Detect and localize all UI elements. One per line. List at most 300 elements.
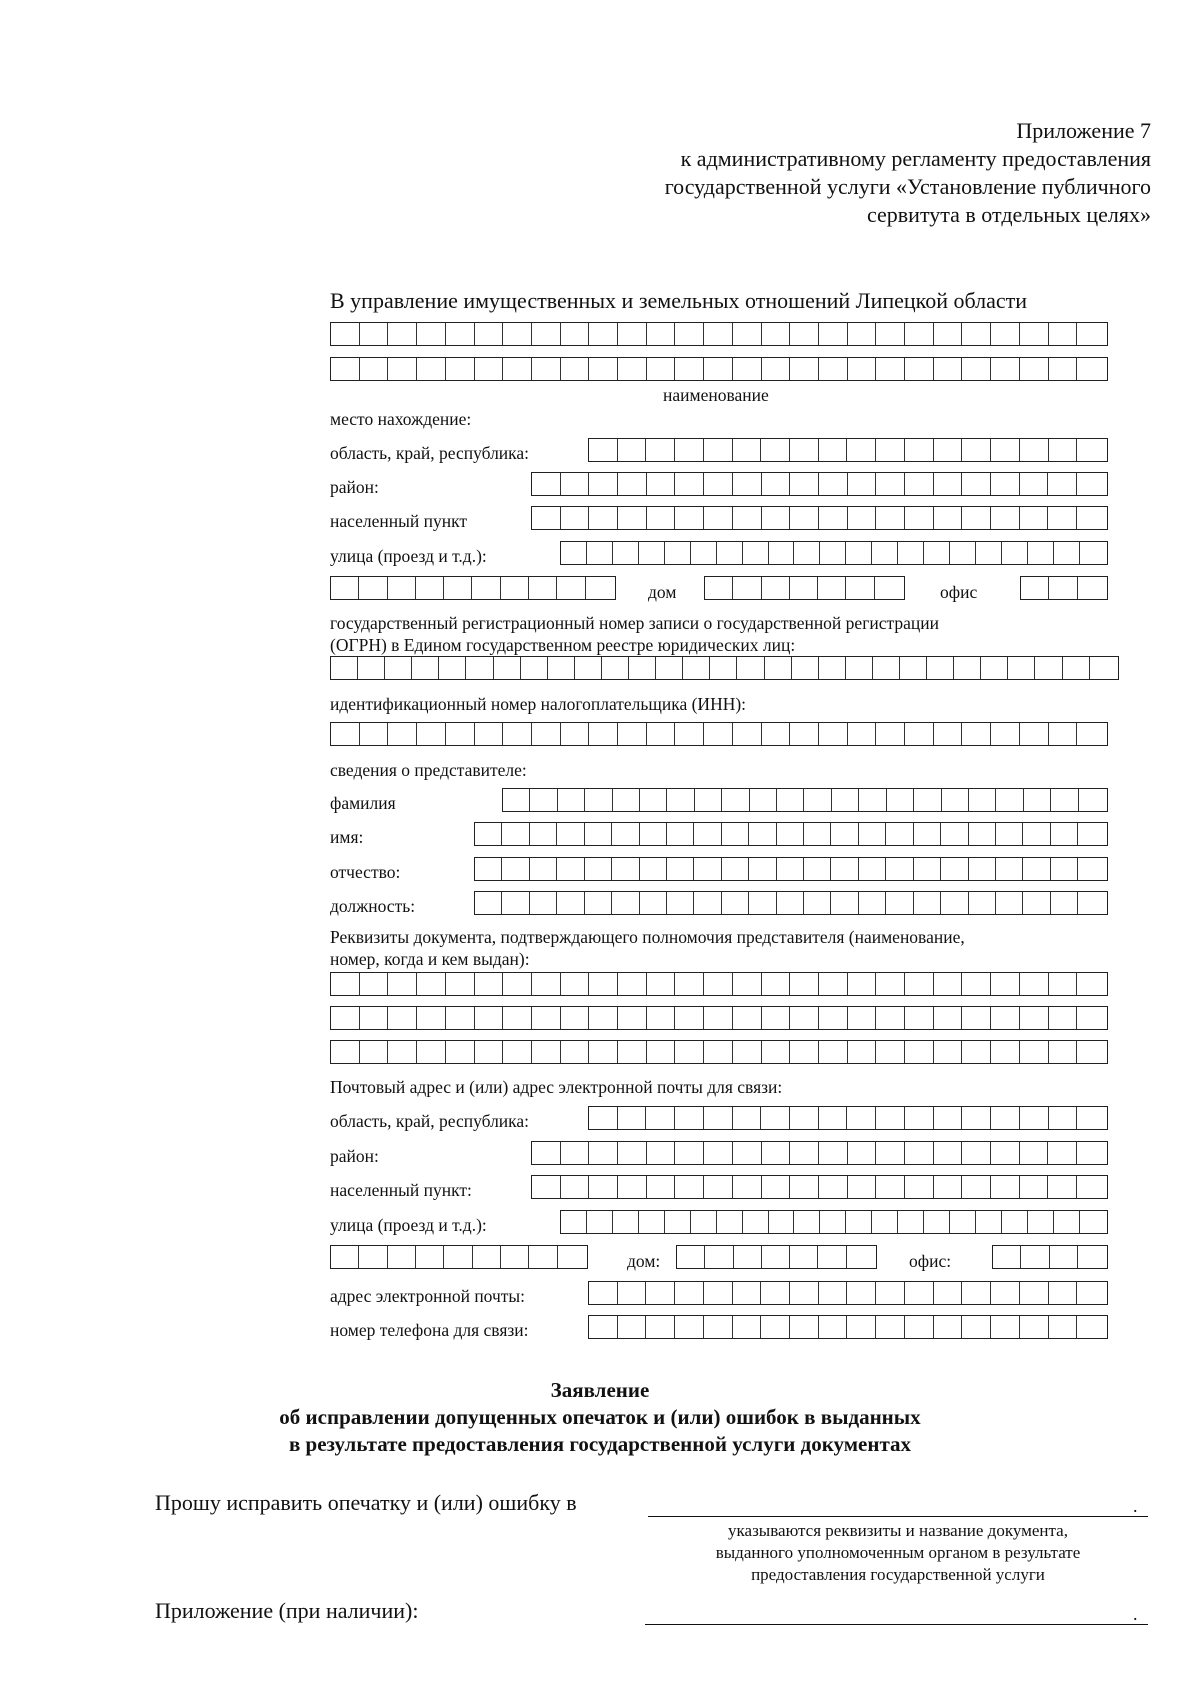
char-cell[interactable]: [790, 507, 819, 529]
char-cell[interactable]: [876, 1282, 905, 1304]
char-cell[interactable]: [646, 1316, 675, 1338]
char-cell[interactable]: [819, 1142, 848, 1164]
char-cell[interactable]: [704, 323, 733, 345]
char-cell[interactable]: [1077, 1142, 1106, 1164]
char-cell[interactable]: [704, 1142, 733, 1164]
char-cell[interactable]: [704, 358, 733, 380]
char-cell[interactable]: [762, 1176, 791, 1198]
char-cell[interactable]: [991, 358, 1020, 380]
char-cell[interactable]: [1077, 439, 1106, 461]
char-cell[interactable]: [613, 789, 640, 811]
char-cell[interactable]: [847, 439, 876, 461]
char-cell[interactable]: [905, 358, 934, 380]
char-cell[interactable]: [762, 1142, 791, 1164]
char-cell[interactable]: [1077, 1007, 1106, 1029]
document-details-line[interactable]: [648, 1516, 1148, 1517]
char-cell[interactable]: [360, 1007, 389, 1029]
char-cell[interactable]: [647, 723, 676, 745]
char-cell[interactable]: [388, 1041, 417, 1063]
char-cell[interactable]: [388, 973, 417, 995]
char-cell[interactable]: [704, 473, 733, 495]
char-cell[interactable]: [969, 858, 996, 880]
char-cell[interactable]: [876, 439, 905, 461]
char-cell[interactable]: [991, 1007, 1020, 1029]
char-cell[interactable]: [1048, 473, 1077, 495]
char-cell[interactable]: [991, 723, 1020, 745]
char-cell[interactable]: [618, 1176, 647, 1198]
char-cell[interactable]: [475, 723, 504, 745]
char-cell[interactable]: [905, 1107, 934, 1129]
char-cell[interactable]: [589, 973, 618, 995]
char-cell[interactable]: [777, 892, 804, 914]
char-cell[interactable]: [691, 542, 717, 564]
char-cell[interactable]: [790, 473, 819, 495]
char-cell[interactable]: [993, 1246, 1021, 1268]
char-cell[interactable]: [532, 1041, 561, 1063]
char-cell[interactable]: [804, 823, 831, 845]
char-cell[interactable]: [876, 323, 905, 345]
char-cell[interactable]: [761, 1282, 790, 1304]
char-cell[interactable]: [846, 577, 874, 599]
char-cell[interactable]: [905, 507, 934, 529]
char-cell[interactable]: [733, 439, 762, 461]
char-cell[interactable]: [905, 1007, 934, 1029]
char-cell[interactable]: [360, 973, 389, 995]
char-cell[interactable]: [439, 657, 466, 679]
char-cell[interactable]: [446, 323, 475, 345]
char-cell[interactable]: [503, 323, 532, 345]
char-cell[interactable]: [886, 823, 913, 845]
char-cell[interactable]: [561, 507, 590, 529]
char-cell[interactable]: [561, 1007, 590, 1029]
char-cell[interactable]: [675, 1041, 704, 1063]
char-cell[interactable]: [1078, 892, 1105, 914]
char-cell[interactable]: [934, 723, 963, 745]
email-field[interactable]: [588, 1281, 1108, 1305]
char-cell[interactable]: [412, 657, 439, 679]
char-cell[interactable]: [941, 892, 968, 914]
first-name-field[interactable]: [474, 822, 1108, 846]
char-cell[interactable]: [905, 323, 934, 345]
char-cell[interactable]: [876, 507, 905, 529]
char-cell[interactable]: [677, 1246, 705, 1268]
char-cell[interactable]: [991, 323, 1020, 345]
char-cell[interactable]: [557, 892, 584, 914]
char-cell[interactable]: [924, 1211, 950, 1233]
char-cell[interactable]: [502, 858, 529, 880]
char-cell[interactable]: [962, 507, 991, 529]
patronymic-field[interactable]: [474, 857, 1108, 881]
char-cell[interactable]: [733, 1007, 762, 1029]
char-cell[interactable]: [905, 1176, 934, 1198]
char-cell[interactable]: [790, 973, 819, 995]
char-cell[interactable]: [905, 1282, 934, 1304]
char-cell[interactable]: [589, 1282, 618, 1304]
char-cell[interactable]: [1051, 823, 1078, 845]
char-cell[interactable]: [331, 1007, 360, 1029]
char-cell[interactable]: [1028, 542, 1054, 564]
char-cell[interactable]: [761, 1316, 790, 1338]
char-cell[interactable]: [589, 1041, 618, 1063]
char-cell[interactable]: [444, 1246, 472, 1268]
postal-house-field[interactable]: [676, 1245, 877, 1269]
char-cell[interactable]: [737, 657, 764, 679]
char-cell[interactable]: [876, 973, 905, 995]
postal-street-field[interactable]: [560, 1210, 1108, 1234]
char-cell[interactable]: [876, 1041, 905, 1063]
char-cell[interactable]: [388, 358, 417, 380]
char-cell[interactable]: [1077, 723, 1106, 745]
char-cell[interactable]: [934, 473, 963, 495]
char-cell[interactable]: [934, 439, 963, 461]
char-cell[interactable]: [667, 789, 694, 811]
char-cell[interactable]: [417, 1007, 446, 1029]
char-cell[interactable]: [475, 358, 504, 380]
char-cell[interactable]: [749, 823, 776, 845]
char-cell[interactable]: [733, 577, 761, 599]
char-cell[interactable]: [557, 577, 585, 599]
char-cell[interactable]: [675, 1142, 704, 1164]
char-cell[interactable]: [1021, 1246, 1049, 1268]
char-cell[interactable]: [1021, 577, 1049, 599]
char-cell[interactable]: [589, 323, 618, 345]
char-cell[interactable]: [950, 1211, 976, 1233]
char-cell[interactable]: [532, 323, 561, 345]
char-cell[interactable]: [859, 823, 886, 845]
char-cell[interactable]: [934, 1041, 963, 1063]
char-cell[interactable]: [848, 723, 877, 745]
char-cell[interactable]: [647, 507, 676, 529]
char-cell[interactable]: [647, 1041, 676, 1063]
char-cell[interactable]: [875, 577, 903, 599]
char-cell[interactable]: [612, 858, 639, 880]
char-cell[interactable]: [1077, 1041, 1106, 1063]
char-cell[interactable]: [941, 858, 968, 880]
char-cell[interactable]: [887, 789, 914, 811]
char-cell[interactable]: [1078, 1246, 1106, 1268]
char-cell[interactable]: [941, 823, 968, 845]
char-cell[interactable]: [954, 657, 981, 679]
char-cell[interactable]: [561, 973, 590, 995]
char-cell[interactable]: [876, 1007, 905, 1029]
char-cell[interactable]: [1049, 358, 1078, 380]
char-cell[interactable]: [532, 1176, 561, 1198]
char-cell[interactable]: [640, 789, 667, 811]
char-cell[interactable]: [1048, 507, 1077, 529]
char-cell[interactable]: [1049, 723, 1078, 745]
char-cell[interactable]: [691, 1211, 717, 1233]
char-cell[interactable]: [991, 473, 1020, 495]
char-cell[interactable]: [1077, 507, 1106, 529]
char-cell[interactable]: [790, 1246, 818, 1268]
inn-field[interactable]: [330, 722, 1108, 746]
char-cell[interactable]: [331, 577, 359, 599]
char-cell[interactable]: [675, 358, 704, 380]
char-cell[interactable]: [647, 973, 676, 995]
char-cell[interactable]: [618, 358, 647, 380]
char-cell[interactable]: [743, 1211, 769, 1233]
char-cell[interactable]: [1077, 358, 1106, 380]
char-cell[interactable]: [618, 1007, 647, 1029]
char-cell[interactable]: [733, 507, 762, 529]
char-cell[interactable]: [942, 789, 969, 811]
char-cell[interactable]: [905, 973, 934, 995]
char-cell[interactable]: [331, 358, 360, 380]
char-cell[interactable]: [417, 973, 446, 995]
char-cell[interactable]: [1020, 1176, 1049, 1198]
char-cell[interactable]: [1090, 657, 1117, 679]
char-cell[interactable]: [1028, 1211, 1054, 1233]
char-cell[interactable]: [613, 542, 639, 564]
char-cell[interactable]: [846, 542, 872, 564]
char-cell[interactable]: [991, 1176, 1020, 1198]
char-cell[interactable]: [561, 1142, 590, 1164]
char-cell[interactable]: [446, 973, 475, 995]
char-cell[interactable]: [612, 823, 639, 845]
char-cell[interactable]: [629, 657, 656, 679]
char-cell[interactable]: [934, 1282, 963, 1304]
char-cell[interactable]: [790, 1007, 819, 1029]
char-cell[interactable]: [790, 358, 819, 380]
char-cell[interactable]: [749, 858, 776, 880]
char-cell[interactable]: [704, 507, 733, 529]
char-cell[interactable]: [876, 723, 905, 745]
char-cell[interactable]: [475, 892, 502, 914]
char-cell[interactable]: [996, 858, 1023, 880]
char-cell[interactable]: [494, 657, 521, 679]
char-cell[interactable]: [530, 892, 557, 914]
char-cell[interactable]: [819, 439, 848, 461]
char-cell[interactable]: [790, 1176, 819, 1198]
char-cell[interactable]: [819, 1176, 848, 1198]
char-cell[interactable]: [360, 358, 389, 380]
char-cell[interactable]: [769, 1211, 795, 1233]
char-cell[interactable]: [818, 1246, 846, 1268]
char-cell[interactable]: [991, 1282, 1020, 1304]
char-cell[interactable]: [876, 1107, 905, 1129]
char-cell[interactable]: [790, 439, 819, 461]
char-cell[interactable]: [683, 657, 710, 679]
char-cell[interactable]: [618, 507, 647, 529]
char-cell[interactable]: [761, 1107, 790, 1129]
char-cell[interactable]: [695, 789, 722, 811]
char-cell[interactable]: [503, 789, 530, 811]
char-cell[interactable]: [762, 973, 791, 995]
char-cell[interactable]: [705, 1246, 733, 1268]
char-cell[interactable]: [618, 1142, 647, 1164]
char-cell[interactable]: [934, 507, 963, 529]
char-cell[interactable]: [675, 439, 704, 461]
char-cell[interactable]: [532, 358, 561, 380]
char-cell[interactable]: [675, 973, 704, 995]
char-cell[interactable]: [1002, 1211, 1028, 1233]
char-cell[interactable]: [792, 657, 819, 679]
char-cell[interactable]: [790, 1107, 819, 1129]
char-cell[interactable]: [1050, 1246, 1078, 1268]
char-cell[interactable]: [1020, 323, 1049, 345]
char-cell[interactable]: [1020, 1007, 1049, 1029]
char-cell[interactable]: [589, 1316, 618, 1338]
char-cell[interactable]: [675, 323, 704, 345]
char-cell[interactable]: [1080, 542, 1106, 564]
char-cell[interactable]: [589, 1176, 618, 1198]
char-cell[interactable]: [521, 657, 548, 679]
char-cell[interactable]: [819, 1282, 848, 1304]
char-cell[interactable]: [819, 973, 848, 995]
char-cell[interactable]: [762, 358, 791, 380]
char-cell[interactable]: [1020, 507, 1049, 529]
char-cell[interactable]: [1077, 323, 1106, 345]
char-cell[interactable]: [705, 577, 733, 599]
char-cell[interactable]: [847, 1107, 876, 1129]
char-cell[interactable]: [1063, 657, 1090, 679]
char-cell[interactable]: [475, 973, 504, 995]
char-cell[interactable]: [1008, 657, 1035, 679]
char-cell[interactable]: [790, 1316, 819, 1338]
char-cell[interactable]: [1023, 823, 1050, 845]
char-cell[interactable]: [969, 892, 996, 914]
char-cell[interactable]: [1020, 439, 1049, 461]
char-cell[interactable]: [847, 1282, 876, 1304]
char-cell[interactable]: [934, 1107, 963, 1129]
char-cell[interactable]: [502, 892, 529, 914]
char-cell[interactable]: [859, 858, 886, 880]
char-cell[interactable]: [794, 1211, 820, 1233]
char-cell[interactable]: [898, 1211, 924, 1233]
char-cell[interactable]: [750, 789, 777, 811]
char-cell[interactable]: [646, 439, 675, 461]
char-cell[interactable]: [1049, 1316, 1078, 1338]
char-cell[interactable]: [561, 723, 590, 745]
char-cell[interactable]: [848, 1176, 877, 1198]
char-cell[interactable]: [761, 439, 790, 461]
char-cell[interactable]: [905, 723, 934, 745]
char-cell[interactable]: [733, 1107, 762, 1129]
char-cell[interactable]: [667, 892, 694, 914]
char-cell[interactable]: [704, 723, 733, 745]
char-cell[interactable]: [532, 473, 561, 495]
char-cell[interactable]: [969, 789, 996, 811]
char-cell[interactable]: [950, 542, 976, 564]
char-cell[interactable]: [996, 892, 1023, 914]
char-cell[interactable]: [769, 542, 795, 564]
char-cell[interactable]: [762, 1246, 790, 1268]
char-cell[interactable]: [612, 892, 639, 914]
char-cell[interactable]: [790, 1142, 819, 1164]
char-cell[interactable]: [647, 323, 676, 345]
char-cell[interactable]: [905, 1041, 934, 1063]
authority-doc-field-2[interactable]: [330, 1006, 1108, 1030]
char-cell[interactable]: [1020, 473, 1049, 495]
char-cell[interactable]: [503, 973, 532, 995]
char-cell[interactable]: [872, 1211, 898, 1233]
char-cell[interactable]: [820, 1211, 846, 1233]
char-cell[interactable]: [749, 892, 776, 914]
char-cell[interactable]: [1023, 892, 1050, 914]
char-cell[interactable]: [914, 892, 941, 914]
position-field[interactable]: [474, 891, 1108, 915]
char-cell[interactable]: [704, 1007, 733, 1029]
char-cell[interactable]: [665, 1211, 691, 1233]
char-cell[interactable]: [532, 507, 561, 529]
char-cell[interactable]: [694, 823, 721, 845]
char-cell[interactable]: [962, 1316, 991, 1338]
char-cell[interactable]: [991, 507, 1020, 529]
district-field[interactable]: [531, 472, 1108, 496]
char-cell[interactable]: [848, 1007, 877, 1029]
org-name-field-1[interactable]: [330, 322, 1108, 346]
char-cell[interactable]: [848, 323, 877, 345]
char-cell[interactable]: [900, 657, 927, 679]
char-cell[interactable]: [385, 657, 412, 679]
char-cell[interactable]: [934, 1142, 963, 1164]
char-cell[interactable]: [675, 723, 704, 745]
char-cell[interactable]: [831, 892, 858, 914]
char-cell[interactable]: [1020, 1041, 1049, 1063]
char-cell[interactable]: [618, 723, 647, 745]
char-cell[interactable]: [717, 1211, 743, 1233]
char-cell[interactable]: [848, 1041, 877, 1063]
org-name-field-2[interactable]: [330, 357, 1108, 381]
char-cell[interactable]: [905, 473, 934, 495]
char-cell[interactable]: [962, 723, 991, 745]
char-cell[interactable]: [360, 323, 389, 345]
char-cell[interactable]: [848, 473, 877, 495]
char-cell[interactable]: [819, 507, 848, 529]
char-cell[interactable]: [640, 892, 667, 914]
char-cell[interactable]: [847, 1316, 876, 1338]
char-cell[interactable]: [647, 358, 676, 380]
char-cell[interactable]: [667, 858, 694, 880]
char-cell[interactable]: [446, 358, 475, 380]
authority-doc-field-3[interactable]: [330, 1040, 1108, 1064]
char-cell[interactable]: [819, 473, 848, 495]
char-cell[interactable]: [589, 1107, 618, 1129]
postal-region-field[interactable]: [588, 1106, 1108, 1130]
char-cell[interactable]: [876, 1316, 905, 1338]
char-cell[interactable]: [561, 473, 590, 495]
char-cell[interactable]: [962, 1041, 991, 1063]
house-field[interactable]: [704, 576, 905, 600]
char-cell[interactable]: [1051, 892, 1078, 914]
attachment-line[interactable]: [645, 1624, 1148, 1625]
char-cell[interactable]: [475, 1041, 504, 1063]
char-cell[interactable]: [743, 542, 769, 564]
char-cell[interactable]: [475, 323, 504, 345]
char-cell[interactable]: [331, 1041, 360, 1063]
char-cell[interactable]: [886, 858, 913, 880]
char-cell[interactable]: [1048, 1142, 1077, 1164]
char-cell[interactable]: [848, 1142, 877, 1164]
char-cell[interactable]: [446, 1041, 475, 1063]
char-cell[interactable]: [417, 723, 446, 745]
char-cell[interactable]: [561, 1041, 590, 1063]
char-cell[interactable]: [646, 1282, 675, 1304]
char-cell[interactable]: [1049, 1282, 1078, 1304]
char-cell[interactable]: [694, 858, 721, 880]
char-cell[interactable]: [819, 723, 848, 745]
char-cell[interactable]: [848, 507, 877, 529]
char-cell[interactable]: [991, 1107, 1020, 1129]
char-cell[interactable]: [1020, 1142, 1049, 1164]
char-cell[interactable]: [876, 1176, 905, 1198]
char-cell[interactable]: [872, 542, 898, 564]
char-cell[interactable]: [934, 1316, 963, 1338]
char-cell[interactable]: [1077, 1282, 1106, 1304]
char-cell[interactable]: [503, 723, 532, 745]
char-cell[interactable]: [733, 1282, 762, 1304]
char-cell[interactable]: [557, 823, 584, 845]
